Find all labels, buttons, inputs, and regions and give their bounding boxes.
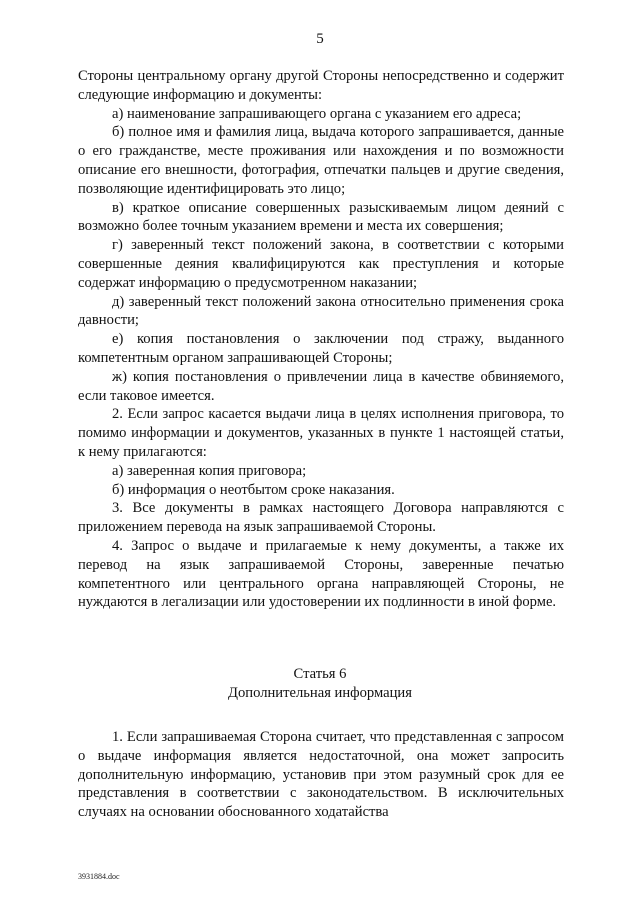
paragraph-2: 2. Если запрос касается выдачи лица в целях исполнения приговора, то помимо информации и документов, указанных в пункте 1 настоящей статьи, к нему прилагаются: bbox=[78, 406, 564, 460]
list-item-g: г) заверенный текст положений закона, в соответствии с которыми совершенные деяния квалифицируются как преступления и которые содержат информацию о предусмотренном наказании; bbox=[78, 237, 564, 291]
file-name-footer: 3931884.doc bbox=[78, 872, 120, 881]
paragraph-3: 3. Все документы в рамках настоящего Договора направляются с приложением перевода на язык запрашиваемой Стороны. bbox=[78, 500, 564, 536]
list-item-2b: б) информация о неотбытом сроке наказания. bbox=[112, 481, 395, 498]
paragraph-4: 4. Запрос о выдаче и прилагаемые к нему документы, а также их перевод на язык запрашиваемой Стороны, заверенные печатью компетентного или центрального органа направляющей Стороны, не нуждаются в легализации или удостоверении их подлинности в иной форме. bbox=[78, 537, 564, 611]
article-6-paragraph-1: 1. Если запрашиваемая Сторона считает, что представленная с запросом о выдаче информация является недостаточной, она может запросить дополнительную информацию, установив при этом разумный срок для ее представления в соответствии с законодательством. В исключительных случаях на основании обоснованного ходатайства bbox=[78, 729, 564, 821]
article-number: Статья 6 bbox=[293, 666, 347, 682]
list-item-a: а) наименование запрашивающего органа с указанием его адреса; bbox=[112, 105, 522, 122]
list-item-zh: ж) копия постановления о привлечении лица в качестве обвиняемого, если таковое имеется. bbox=[78, 368, 564, 404]
list-item-2a: а) заверенная копия приговора; bbox=[112, 462, 307, 479]
article-6-body bbox=[78, 728, 564, 822]
list-item-v: в) краткое описание совершенных разыскиваемым лицом деяний с возможно более точным указанием времени и места их совершения; bbox=[78, 199, 564, 235]
paragraph-continuation: Стороны центральному органу другой Стороны непосредственно и содержит следующие информацию и документы: bbox=[78, 68, 564, 103]
list-item-d: д) заверенный текст положений закона относительно применения срока давности; bbox=[78, 293, 564, 329]
article-title: Дополнительная информация bbox=[228, 685, 412, 701]
page-number: 5 bbox=[316, 31, 324, 47]
list-item-e: е) копия постановления о заключении под стражу, выданного компетентным органом запрашивающей Стороны; bbox=[78, 331, 564, 366]
article-5-body bbox=[78, 67, 564, 612]
list-item-b: б) полное имя и фамилия лица, выдача которого запрашивается, данные о его гражданстве, месте проживания или нахождения и по возможности описание его внешности, фотография, отпечатки пальцев и другие сведения, позволяющие идентифицировать это лицо; bbox=[78, 124, 564, 197]
